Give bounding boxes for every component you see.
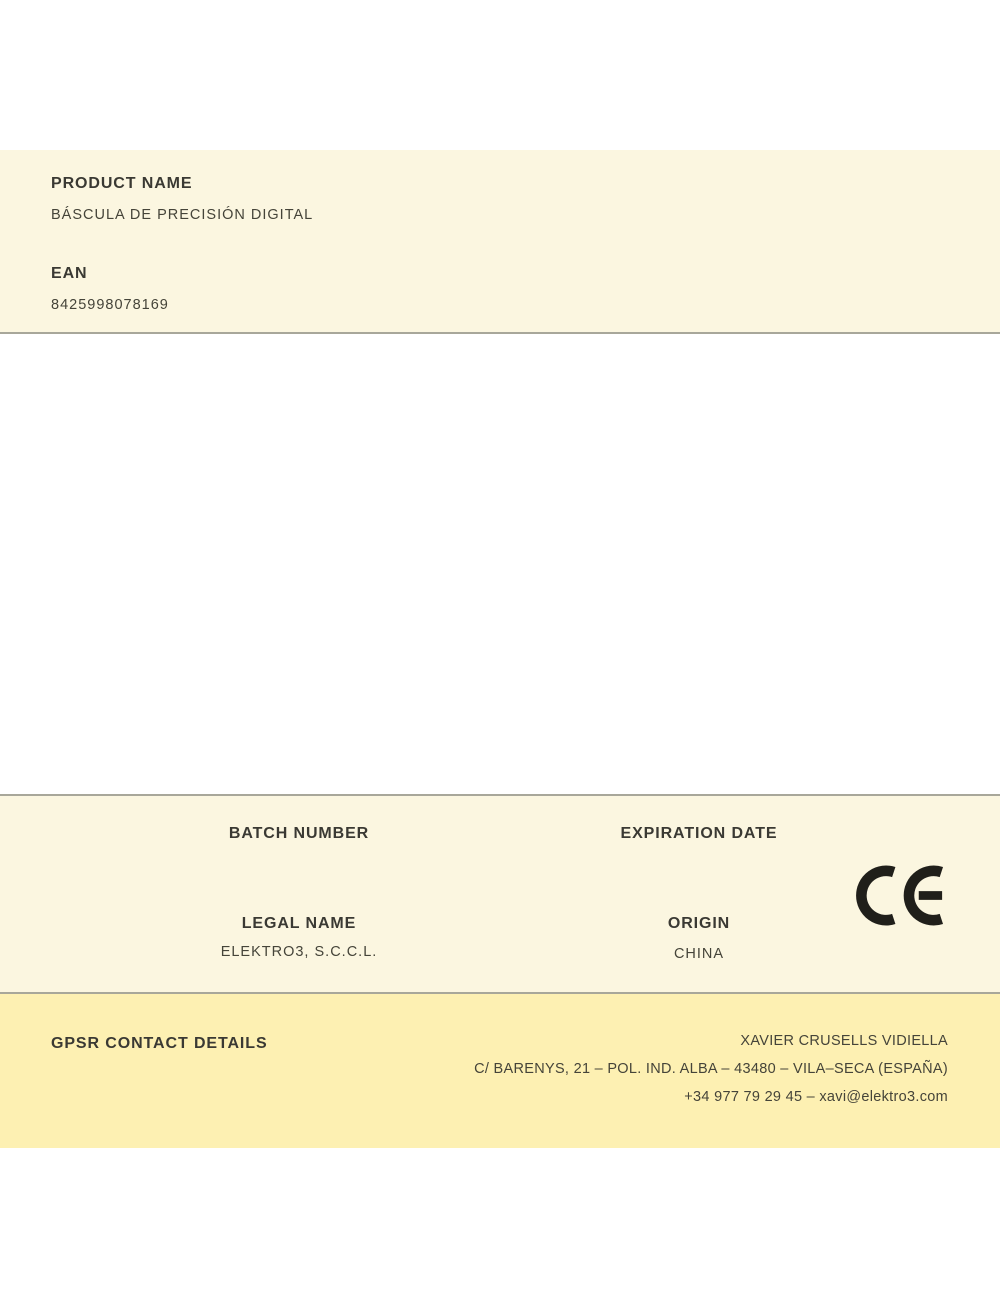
gpsr-contact-block	[474, 1027, 948, 1111]
gpsr-section	[0, 994, 1000, 1148]
gpsr-contact-name: XAVIER CRUSELLS VIDIELLA	[740, 1033, 948, 1049]
ean-label: EAN	[51, 265, 88, 282]
legal-name-label: LEGAL NAME	[241, 915, 357, 932]
ce-mark-icon	[856, 862, 948, 929]
product-name-value: BÁSCULA DE PRECISIÓN DIGITAL	[51, 207, 314, 223]
origin-value: CHINA	[673, 946, 725, 962]
gpsr-contact-details-label: GPSR CONTACT DETAILS	[51, 1035, 268, 1052]
gpsr-contact-phone-email: +34 977 79 29 45 – xavi@elektro3.com	[684, 1089, 948, 1105]
legal-name-value: ELEKTRO3, S.C.C.L.	[220, 944, 378, 960]
ean-value: 8425998078169	[51, 297, 169, 313]
gpsr-contact-address: C/ BARENYS, 21 – POL. IND. ALBA – 43480 – VILA–SECA (ESPAÑA)	[474, 1061, 948, 1077]
origin-label: ORIGIN	[667, 915, 731, 932]
product-section	[0, 150, 1000, 334]
expiration-date-label: EXPIRATION DATE	[620, 825, 778, 842]
product-name-label: PRODUCT NAME	[51, 175, 193, 192]
batch-section	[0, 794, 1000, 994]
batch-number-label: BATCH NUMBER	[228, 825, 370, 842]
